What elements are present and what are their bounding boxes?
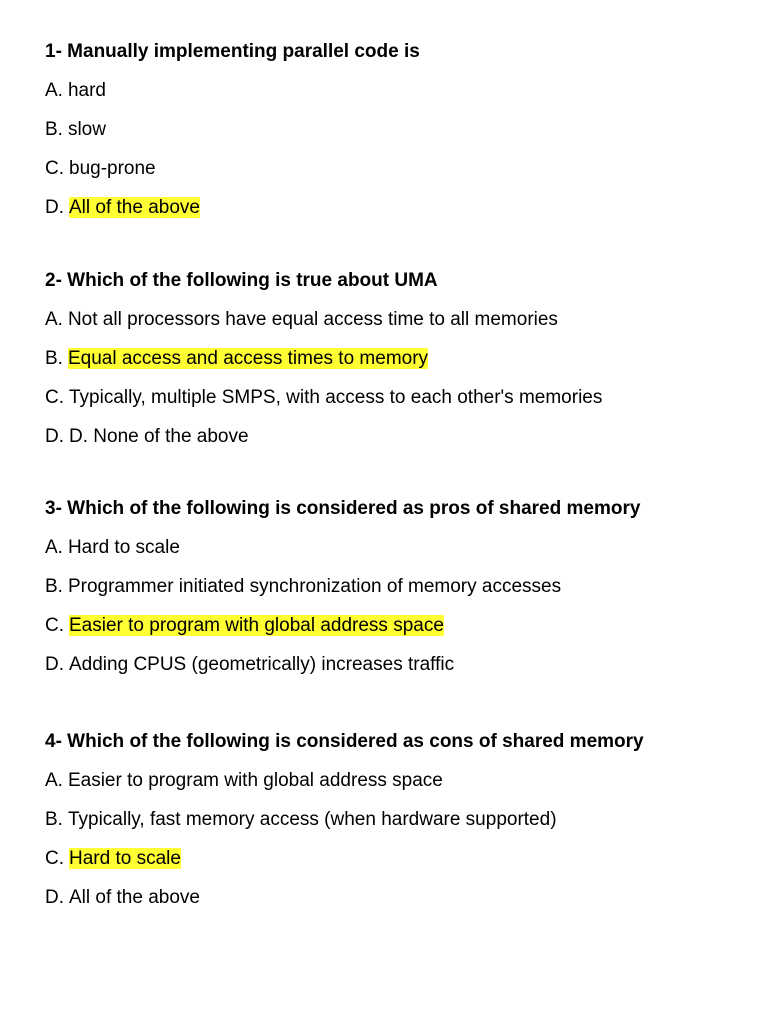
option-a <box>45 537 745 559</box>
option-d <box>45 426 745 448</box>
question-title: 2- Which of the following is true about UMA <box>45 270 438 291</box>
option-text: Hard to scale <box>67 537 180 558</box>
option-c <box>45 615 745 637</box>
option-text: Adding CPUS (geometrically) increases traffic <box>69 654 455 675</box>
option-letter: C. <box>45 848 64 869</box>
option-a <box>45 80 745 102</box>
option-a <box>45 770 745 792</box>
option-letter: C. <box>45 158 64 179</box>
option-letter: A. <box>45 537 63 558</box>
question-2 <box>45 270 745 465</box>
option-b <box>45 348 745 370</box>
option-d <box>45 887 745 909</box>
highlighted-answer-text: Hard to scale <box>69 848 181 869</box>
option-letter: D. <box>45 197 64 218</box>
option-c <box>45 848 745 870</box>
option-c <box>45 158 745 180</box>
option-d <box>45 654 745 676</box>
question-title: 1- Manually implementing parallel code is <box>45 41 420 62</box>
option-letter: B. <box>45 119 63 140</box>
highlighted-answer-text: Easier to program with global address space <box>69 615 444 636</box>
option-letter: B. <box>45 576 63 597</box>
option-letter: C. <box>45 615 64 636</box>
option-letter: A. <box>45 309 63 330</box>
option-text: Programmer initiated synchronization of memory accesses <box>67 576 562 597</box>
highlighted-answer-text: Equal access and access times to memory <box>67 348 429 369</box>
question-title: 4- Which of the following is considered as cons of shared memory <box>45 731 644 752</box>
option-letter: A. <box>45 80 63 101</box>
option-a <box>45 309 745 331</box>
option-text: Easier to program with global address space <box>67 770 443 791</box>
option-d <box>45 197 745 219</box>
option-letter: D. <box>45 426 64 447</box>
option-text: Not all processors have equal access time to all memories <box>67 309 558 330</box>
option-letter: B. <box>45 809 63 830</box>
option-c <box>45 387 745 409</box>
option-letter: D. <box>45 654 64 675</box>
option-text: slow <box>67 119 106 140</box>
option-letter: A. <box>45 770 63 791</box>
question-4 <box>45 731 745 926</box>
option-text: D. None of the above <box>69 426 249 447</box>
option-text: bug-prone <box>69 158 156 179</box>
option-text: All of the above <box>69 887 200 908</box>
option-letter: D. <box>45 887 64 908</box>
highlighted-answer-text: All of the above <box>69 197 200 218</box>
question-3 <box>45 498 745 693</box>
option-text: Typically, fast memory access (when hardware supported) <box>67 809 557 830</box>
option-text: hard <box>67 80 106 101</box>
question-title: 3- Which of the following is considered as pros of shared memory <box>45 498 641 519</box>
option-letter: B. <box>45 348 63 369</box>
question-1 <box>45 41 745 236</box>
option-b <box>45 119 745 141</box>
option-text: Typically, multiple SMPS, with access to each other's memories <box>69 387 603 408</box>
option-letter: C. <box>45 387 64 408</box>
option-b <box>45 576 745 598</box>
option-b <box>45 809 745 831</box>
